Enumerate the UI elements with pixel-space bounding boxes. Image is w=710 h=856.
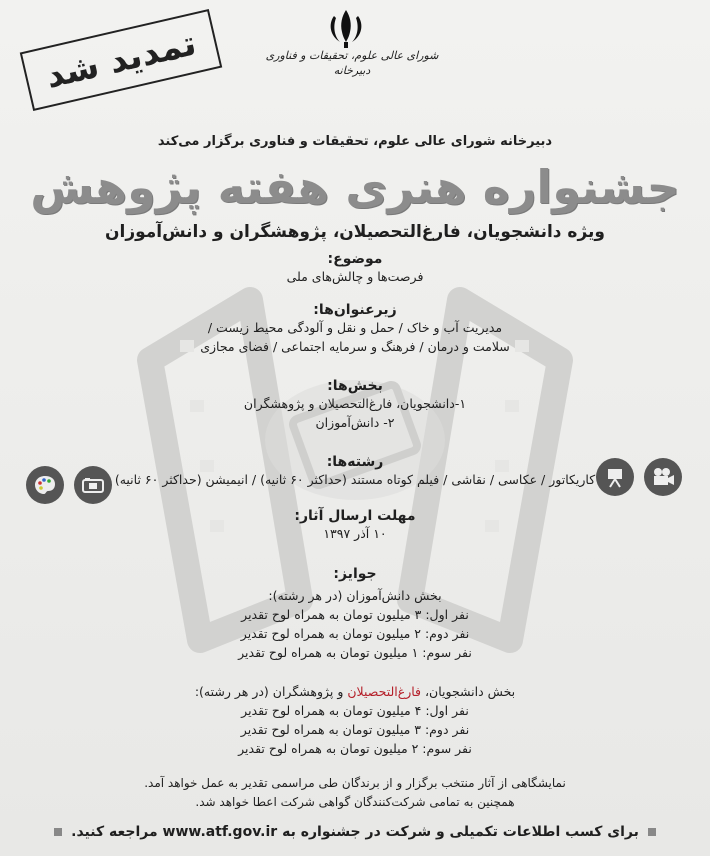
palette-icon [26, 466, 64, 504]
organizer-line: دبیرخانه شورای عالی علوم، تحقیقات و فناوری برگزار می‌کند [157, 134, 553, 149]
students-prize-1: نفر اول: ۳ میلیون تومان به همراه لوح تقدیر [241, 607, 469, 622]
sections-block [0, 378, 710, 432]
council-name-line1: شورای عالی علوم، تحقیقات و فناوری [265, 49, 439, 62]
fields-value: کاریکاتور / عکاسی / نقاشی / فیلم کوتاه مستند (حداکثر ۶۰ ثانیه) / انیمیشن (حداکثر ۶۰ ثانیه) [114, 472, 596, 487]
deadline-label: مهلت ارسال آثار: [294, 508, 416, 524]
photo-camera-icon [74, 466, 112, 504]
university-header-part-c: و پژوهشگران (در هر رشته): [194, 684, 348, 699]
students-prizes [165, 586, 545, 662]
subtopics-line1: مدیریت آب و خاک / حمل و نقل و آلودگی محیط زیست / [207, 320, 503, 335]
bullet-square-icon [54, 828, 62, 836]
exhibition-note [0, 774, 710, 812]
topic-value: فرصت‌ها و چالش‌های ملی [286, 269, 424, 284]
deadline-value: ۱۰ آذر ۱۳۹۷ [323, 526, 387, 541]
website-link[interactable]: www.atf.gov.ir [162, 824, 278, 840]
iran-emblem-icon [322, 6, 370, 50]
fields-label: رشته‌ها: [326, 454, 384, 470]
university-prize-3: نفر سوم: ۲ میلیون تومان به همراه لوح تقدیر [238, 741, 472, 756]
university-prize-2: نفر دوم: ۳ میلیون تومان به همراه لوح تقدیر [240, 722, 470, 737]
council-name [262, 48, 442, 78]
deadline-block [0, 508, 710, 543]
subtopics-block [0, 302, 710, 356]
university-header-highlight: فارغ‌التحصیلان [347, 684, 422, 699]
easel-icon [596, 458, 634, 496]
footer-text-b: مراجعه کنید. [71, 824, 158, 840]
university-prizes-header [165, 682, 545, 701]
subtopics-line2: سلامت و درمان / فرهنگ و سرمایه اجتماعی / فضای مجازی [200, 339, 510, 354]
festival-title: جشنواره هنری هفته پژوهش [30, 160, 680, 214]
university-prize-1: نفر اول: ۴ میلیون تومان به همراه لوح تقدیر [241, 703, 469, 718]
sections-label: بخش‌ها: [327, 378, 383, 394]
students-prize-2: نفر دوم: ۲ میلیون تومان به همراه لوح تقدیر [240, 626, 470, 641]
topic-label: موضوع: [327, 251, 383, 267]
students-prizes-header: بخش دانش‌آموزان (در هر رشته): [268, 588, 442, 603]
extended-stamp-text: تمدید شد [42, 23, 200, 97]
prizes-label: جوایز: [333, 566, 377, 582]
footer-info [0, 824, 710, 840]
council-name-line2: دبیرخانه [333, 64, 371, 77]
university-prizes [165, 682, 545, 758]
sections-line2: ۲- دانش‌آموزان [315, 415, 395, 430]
sections-line1: ۱-دانشجویان، فارغ‌التحصیلان و پژوهشگران [243, 396, 467, 411]
students-prize-3: نفر سوم: ۱ میلیون تومان به همراه لوح تقدیر [238, 645, 472, 660]
footer-text-a: برای کسب اطلاعات تکمیلی و شرکت در جشنواره به [282, 824, 639, 840]
bullet-square-icon [648, 828, 656, 836]
exhibition-line2: همچنین به تمامی شرکت‌کنندگان گواهی شرکت اعطا خواهد شد. [195, 795, 515, 809]
topic-block [0, 251, 710, 286]
festival-subtitle: ویژه دانشجویان، فارغ‌التحصیلان، پژوهشگران و دانش‌آموزان [105, 222, 605, 242]
film-camera-icon [644, 458, 682, 496]
subtopics-label: زیرعنوان‌ها: [313, 302, 397, 318]
university-header-part-a: بخش دانشجویان، [421, 684, 516, 699]
exhibition-line1: نمایشگاهی از آثار منتخب برگزار و از برندگان طی مراسمی تقدیر به عمل خواهد آمد. [144, 776, 566, 790]
